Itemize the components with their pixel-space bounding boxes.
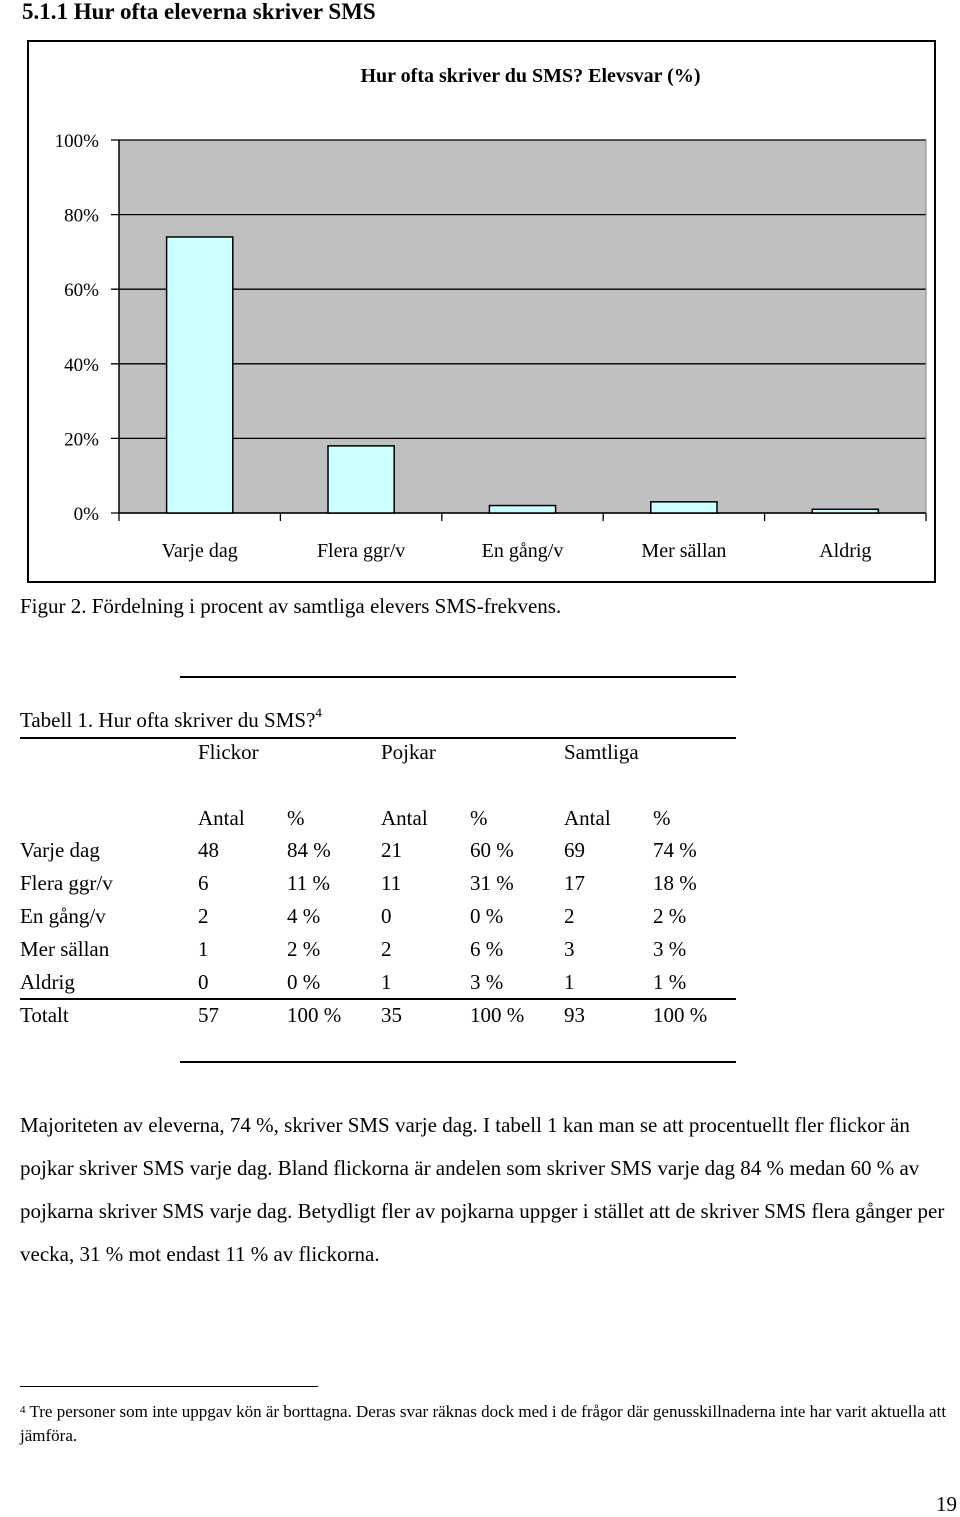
table-cell: 1 %: [653, 970, 687, 994]
y-tick-label: 20%: [64, 429, 99, 451]
table-cell: 57: [198, 1003, 219, 1027]
table-cell: 84 %: [287, 838, 331, 862]
bar: [167, 237, 233, 513]
table-cell: 3: [564, 937, 575, 961]
table-cell: 2: [381, 937, 392, 961]
table-cell: 3 %: [470, 970, 504, 994]
plot-area: [119, 140, 926, 513]
table-cell: 11 %: [287, 871, 330, 895]
page-number: 19: [936, 1492, 957, 1516]
table-caption-text: Tabell 1. Hur ofta skriver du SMS?: [20, 708, 316, 732]
x-tick-label: Mer sällan: [641, 540, 727, 562]
table-row-label: Flera ggr/v: [20, 871, 113, 895]
bar-chart: [27, 40, 936, 583]
body-paragraph: Majoriteten av eleverna, 74 %, skriver SMS varje dag. I tabell 1 kan man se att procentuellt fler flickor än pojkar skriver SMS varje dag. Bland flickorna är andelen som skriver SMS varje dag 84 % medan 60 % av pojkarna skriver SMS varje dag. Betydligt fler av pojkarna uppger i stället att de skriver SMS flera gånger per vecka, 31 % mot endast 11 % av flickorna.: [20, 1113, 945, 1266]
table-cell: 6: [198, 871, 209, 895]
table-cell: 3 %: [653, 937, 687, 961]
y-tick-label: 60%: [64, 280, 99, 302]
y-tick-label: 0%: [73, 504, 99, 525]
table-cell: 21: [381, 838, 402, 862]
table-cell: 35: [381, 1003, 402, 1027]
table-bottom-rule: [180, 1061, 736, 1063]
table-cell: 0 %: [470, 904, 504, 928]
table-row-label: Aldrig: [20, 970, 75, 994]
table-subheader: %: [470, 806, 488, 830]
table-caption: [20, 705, 322, 733]
bar: [489, 506, 555, 513]
table-cell: 11: [381, 871, 402, 895]
table-top-rule: [180, 676, 736, 678]
table-cell: 74 %: [653, 838, 697, 862]
footnote-ref: 4: [315, 705, 322, 720]
table-cell: 100 %: [470, 1003, 525, 1027]
table-cell: 2 %: [287, 937, 321, 961]
footnote-text: Tre personer som inte uppgav kön är borttagna. Deras svar räknas dock med i de frågor där genusskillnaderna inte har varit aktuella att jämföra.: [20, 1402, 947, 1445]
section-heading: 5.1.1 Hur ofta eleverna skriver SMS: [22, 0, 376, 24]
table-cell: 0: [198, 970, 209, 994]
table-cell: 100 %: [287, 1003, 342, 1027]
x-tick-label: Flera ggr/v: [316, 540, 406, 562]
table-cell: 1: [198, 937, 209, 961]
figure-caption: Figur 2. Fördelning i procent av samtliga elevers SMS-frekvens.: [20, 594, 562, 618]
table-cell: 2 %: [653, 904, 687, 928]
chart-title: Hur ofta skriver du SMS? Elevsvar (%): [360, 65, 701, 87]
bar: [651, 502, 717, 513]
x-tick-label: En gång/v: [481, 540, 564, 562]
table-cell: 1: [564, 970, 575, 994]
table-group-header: Flickor: [198, 740, 259, 764]
table-cell: 60 %: [470, 838, 514, 862]
y-tick-label: 40%: [64, 354, 99, 376]
y-tick-label: 100%: [54, 131, 99, 152]
table-cell: 6 %: [470, 937, 504, 961]
footnote-rule: [20, 1386, 318, 1387]
table-cell: 4 %: [287, 904, 321, 928]
table-cell: 31 %: [470, 871, 514, 895]
table-total-rule: [20, 998, 736, 1000]
table-row-label: Mer sällan: [20, 937, 110, 961]
y-tick-label: 80%: [64, 205, 99, 227]
chart-svg: [29, 42, 934, 581]
bar: [328, 446, 394, 513]
table-subheader: %: [653, 806, 671, 830]
table-row-label: Varje dag: [20, 838, 100, 862]
x-tick-label: Varje dag: [161, 540, 238, 562]
table-cell: 2: [198, 904, 209, 928]
table-subheader: Antal: [564, 806, 611, 830]
table-cell: 69: [564, 838, 585, 862]
table-cell: 0 %: [287, 970, 321, 994]
table-cell: 18 %: [653, 871, 697, 895]
bar: [812, 509, 878, 513]
table-cell: 48: [198, 838, 219, 862]
table-group-header: Samtliga: [564, 740, 639, 764]
table-cell: 17: [564, 871, 585, 895]
table-cell: 1: [381, 970, 392, 994]
table-cell: 100 %: [653, 1003, 708, 1027]
x-tick-label: Aldrig: [819, 540, 872, 562]
table-group-header: Pojkar: [381, 740, 436, 764]
table-subheader: Antal: [381, 806, 428, 830]
footnote: [20, 1400, 955, 1448]
table-header-rule: [20, 737, 736, 739]
table-subheader: Antal: [198, 806, 245, 830]
table-row-label: En gång/v: [20, 904, 106, 928]
table-subheader: %: [287, 806, 305, 830]
footnote-number: 4: [20, 1404, 26, 1416]
table-cell: 2: [564, 904, 575, 928]
table-cell: 93: [564, 1003, 585, 1027]
table-row-label: Totalt: [20, 1003, 69, 1027]
table-cell: 0: [381, 904, 392, 928]
